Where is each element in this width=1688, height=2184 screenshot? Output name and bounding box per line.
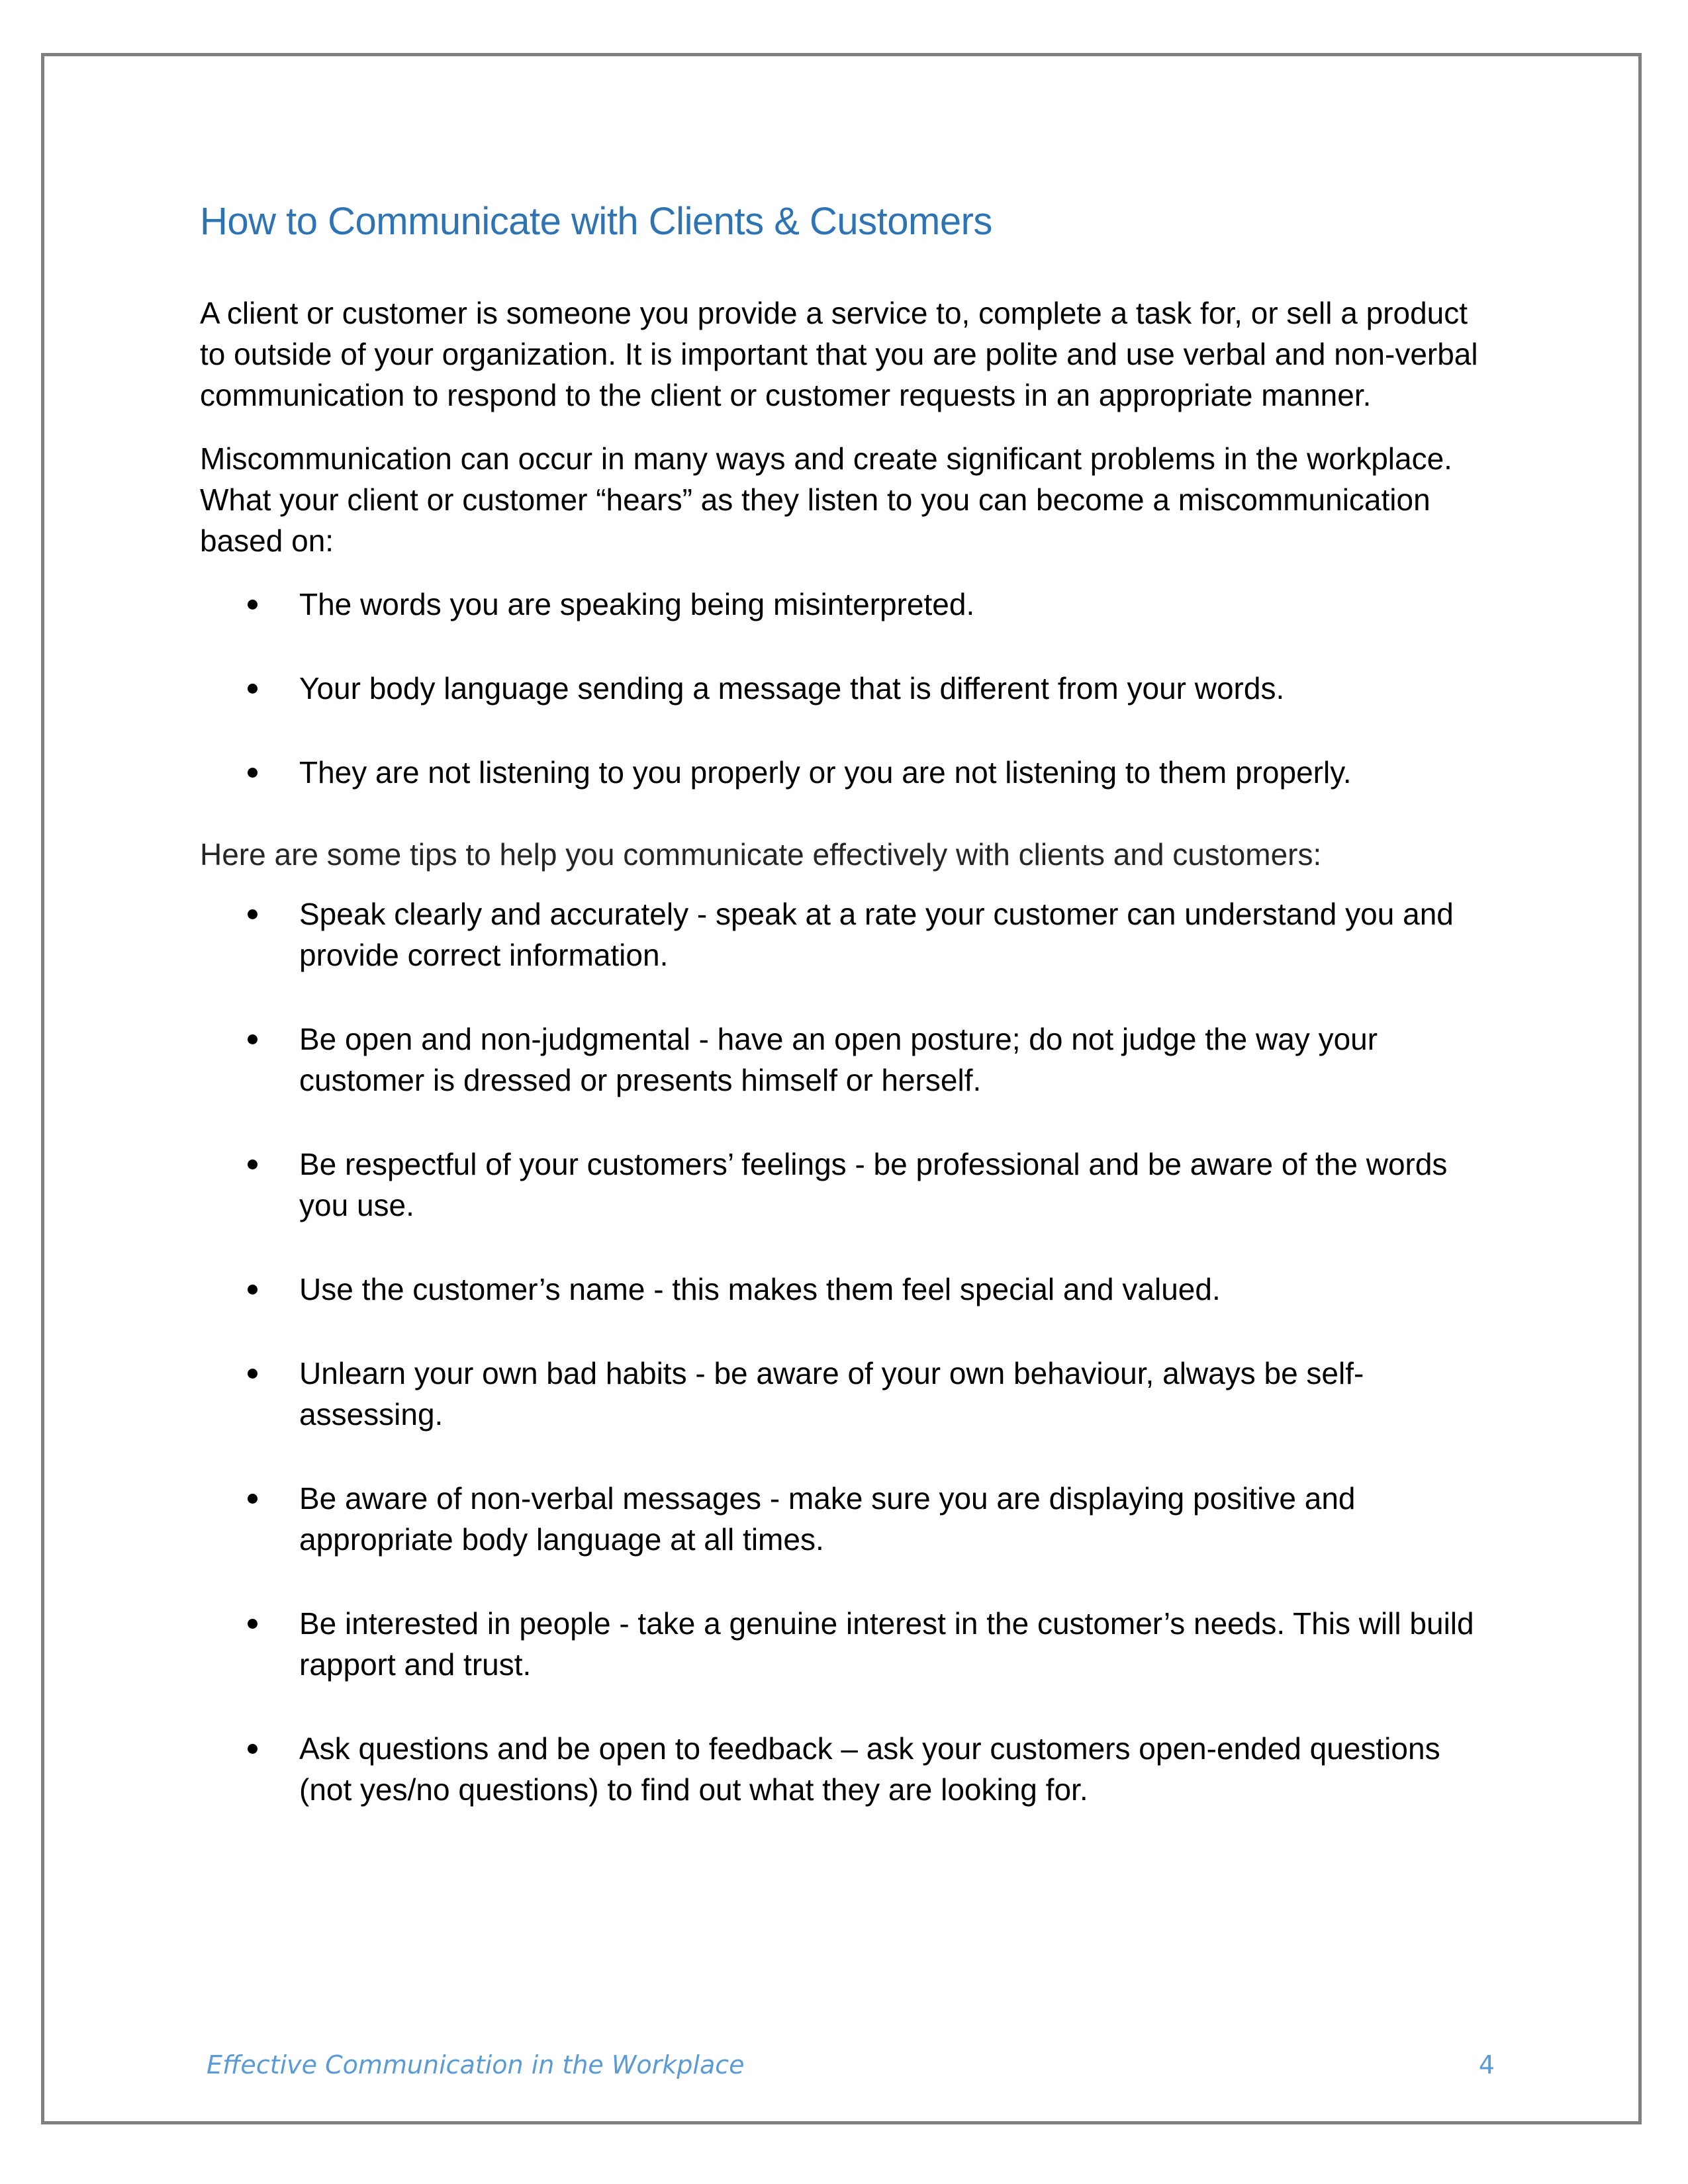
list-item-text: Be interested in people - take a genuine interest in the customer’s needs. This will build rapport and trust. bbox=[299, 1606, 1474, 1682]
bullet-icon bbox=[248, 1369, 258, 1379]
list-item-text: Your body language sending a message that is different from your words. bbox=[299, 670, 1285, 705]
bullet-icon bbox=[248, 1160, 258, 1169]
list-item bbox=[200, 1728, 1497, 1810]
list-item-text: Use the customer’s name - this makes them feel special and valued. bbox=[299, 1271, 1221, 1306]
list-item-text: Ask questions and be open to feedback – ask your customers open-ended questions (not yes/no questions) to find out what they are looking for. bbox=[299, 1731, 1440, 1807]
intro-paragraph: A client or customer is someone you provide a service to, complete a task for, or sell a product to outside of your organization. It is important that you are polite and use verbal and non-verbal communication to respond to the client or customer requests in an appropriate manner. bbox=[200, 295, 1478, 412]
page-number: 4 bbox=[1478, 2050, 1495, 2079]
page-heading: How to Communicate with Clients & Customers bbox=[200, 200, 992, 243]
bullet-icon bbox=[248, 909, 258, 919]
tips-intro: Here are some tips to help you communicate effectively with clients and customers: bbox=[200, 837, 1322, 872]
list-item bbox=[200, 1269, 1497, 1310]
list-item-text: Be respectful of your customers’ feelings - be professional and be aware of the words you use. bbox=[299, 1146, 1448, 1222]
tips-list bbox=[200, 893, 1497, 1810]
list-item-text: Unlearn your own bad habits - be aware of your own behaviour, always be self-assessing. bbox=[299, 1355, 1364, 1432]
miscommunication-paragraph: Miscommunication can occur in many ways and create significant problems in the workplace. What your client or customer “hears” as they listen to you can become a miscommunication based on: bbox=[200, 441, 1452, 558]
list-item bbox=[200, 1478, 1497, 1560]
list-item-text: The words you are speaking being misinterpreted. bbox=[299, 586, 975, 621]
bullet-icon bbox=[248, 1619, 258, 1629]
bullet-icon bbox=[248, 1034, 258, 1044]
list-item bbox=[200, 1353, 1497, 1435]
bullet-icon bbox=[248, 684, 258, 694]
list-item bbox=[200, 752, 1497, 793]
bullet-icon bbox=[248, 1744, 258, 1754]
list-item-text: Be aware of non-verbal messages - make sure you are displaying positive and appropriate body language at all times. bbox=[299, 1480, 1356, 1557]
list-item bbox=[200, 584, 1497, 625]
bullet-icon bbox=[248, 1285, 258, 1295]
list-item-text: Be open and non-judgmental - have an open posture; do not judge the way your customer is dressed or presents himself or herself. bbox=[299, 1021, 1378, 1097]
list-item bbox=[200, 893, 1497, 976]
list-item-text: Speak clearly and accurately - speak at a rate your customer can understand you and provide correct information. bbox=[299, 896, 1454, 972]
miscommunication-list bbox=[200, 584, 1497, 793]
list-item-text: They are not listening to you properly or you are not listening to them properly. bbox=[299, 754, 1352, 790]
list-item bbox=[200, 1019, 1497, 1101]
bullet-icon bbox=[248, 600, 258, 610]
page-content bbox=[200, 199, 1497, 1810]
bullet-icon bbox=[248, 768, 258, 778]
list-item bbox=[200, 668, 1497, 709]
footer-title: Effective Communication in the Workplace bbox=[207, 2050, 745, 2079]
list-item bbox=[200, 1144, 1497, 1226]
list-item bbox=[200, 1603, 1497, 1685]
bullet-icon bbox=[248, 1494, 258, 1504]
